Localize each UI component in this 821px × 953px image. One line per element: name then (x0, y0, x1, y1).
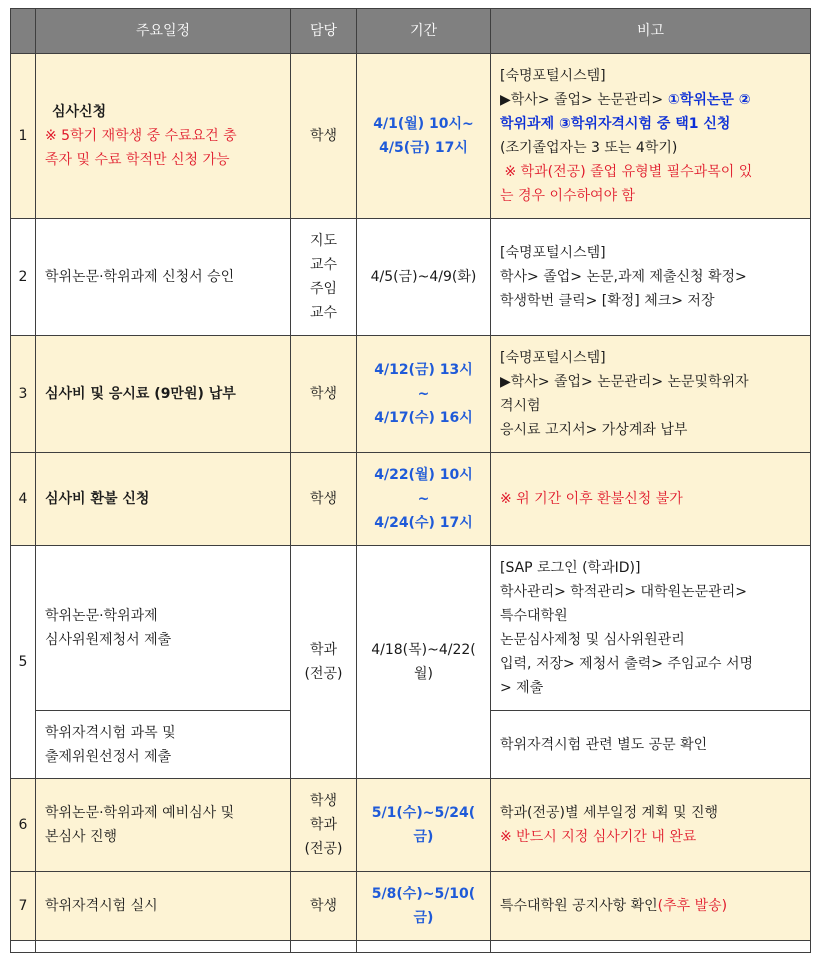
note-cell (491, 546, 811, 711)
table-row (11, 219, 811, 336)
empty-cell (491, 941, 811, 953)
owner-cell (291, 546, 357, 779)
period-cell (357, 546, 491, 779)
period-line: 금) (413, 829, 434, 845)
note-line: 격시험 (500, 398, 541, 414)
note-line: 응시료 고지서> 가상계좌 납부 (500, 422, 688, 438)
owner-line: 지도 (309, 233, 338, 249)
note-cell (491, 336, 811, 453)
owner-line: 교수 (309, 305, 338, 321)
schedule-cell (36, 779, 291, 872)
owner-cell: 학생 (291, 336, 357, 453)
owner-line: (전공) (304, 666, 343, 682)
note-line: 학생학번 클릭> [확정] 체크> 저장 (500, 293, 715, 309)
note-line: 학사관리> 학적관리> 대학원논문관리> (500, 584, 747, 600)
period-line: 4/12(금) 13시 (374, 362, 473, 378)
schedule-title-line: 심사위원제청서 제출 (45, 632, 172, 648)
note-cell (491, 219, 811, 336)
note-highlight: ①학위논문 ② (663, 92, 751, 108)
owner-line: 학과 (309, 817, 338, 833)
schedule-title-line: 학위자격시험 과목 및 (45, 724, 176, 741)
note-warning: ※ 반드시 지정 심사기간 내 완료 (500, 829, 697, 845)
schedule-subtitle-line: 족자 및 수료 학적만 신청 가능 (45, 152, 230, 168)
note-line: 학사> 졸업> 논문,과제 제출신청 확정> (500, 269, 747, 285)
note-line: 특수대학원 (500, 608, 568, 624)
note-line: [숙명포털시스템] (500, 350, 606, 366)
schedule-title-line: 본심사 진행 (45, 829, 118, 845)
note-line: ▶학사> 졸업> 논문관리> 논문및학위자 (500, 374, 749, 390)
period-line: 4/1(월) 10시~ (373, 116, 474, 132)
row-number: 3 (11, 336, 36, 453)
schedule-cell (36, 546, 291, 711)
schedule-table (10, 8, 811, 953)
empty-cell (357, 941, 491, 953)
schedule-title: 학위자격시험 실시 (36, 872, 291, 941)
period-line: 4/18(목)~4/22( (371, 642, 476, 658)
schedule-title: 학위논문·학위과제 신청서 승인 (36, 219, 291, 336)
note-warning: 는 경우 이수하여야 함 (500, 188, 636, 204)
schedule-title: 심사신청 (52, 104, 107, 120)
period-cell (357, 453, 491, 546)
schedule-title-line: 학위논문·학위과제 (45, 608, 158, 624)
header-row (11, 9, 811, 54)
owner-line: (전공) (304, 841, 343, 857)
schedule-title: 심사비 및 응시료 (9만원) 납부 (36, 336, 291, 453)
header-period: 기간 (357, 9, 491, 54)
owner-cell: 학생 (291, 872, 357, 941)
owner-line: 주임 (309, 281, 338, 297)
period-line: 금) (413, 910, 434, 926)
owner-cell: 학생 (291, 453, 357, 546)
table-row (11, 872, 811, 941)
table-row-partial (11, 941, 811, 953)
header-owner: 담당 (291, 9, 357, 54)
owner-cell: 학생 (291, 54, 357, 219)
table-row (11, 336, 811, 453)
period-cell (357, 872, 491, 941)
note-line (500, 88, 804, 112)
note-line: 학과(전공)별 세부일정 계획 및 진행 (500, 805, 719, 821)
table-row (11, 779, 811, 872)
row-number: 6 (11, 779, 36, 872)
note-cell (491, 54, 811, 219)
period-line: 4/22(월) 10시 (374, 467, 473, 483)
owner-cell (291, 779, 357, 872)
schedule-cell (36, 54, 291, 219)
schedule-cell (36, 711, 291, 779)
schedule-title-line: 출제위원선정서 제출 (45, 748, 172, 765)
row-number: 5 (11, 546, 36, 779)
period-line: 5/8(수)~5/10( (371, 886, 476, 902)
period-line: 4/17(수) 16시 (374, 410, 473, 426)
schedule-title-line: 학위논문·학위과제 예비심사 및 (45, 805, 235, 821)
row-number: 2 (11, 219, 36, 336)
note-cell (491, 779, 811, 872)
period-cell: 4/5(금)~4/9(화) (357, 219, 491, 336)
period-line: ~ (417, 491, 430, 507)
note-warning: (추후 발송) (657, 898, 728, 914)
note-cell (491, 872, 811, 941)
period-line: 4/24(수) 17시 (374, 515, 473, 531)
header-note: 비고 (491, 9, 811, 54)
empty-cell (36, 941, 291, 953)
empty-cell (291, 941, 357, 953)
note-warning: ※ 위 기간 이후 환불신청 불가 (491, 453, 811, 546)
period-cell (357, 779, 491, 872)
note-cell: 학위자격시험 관련 별도 공문 확인 (491, 711, 811, 779)
row-number: 1 (11, 54, 36, 219)
period-line: 5/1(수)~5/24( (371, 805, 476, 821)
note-line: 논문심사제청 및 심사위원관리 (500, 632, 685, 648)
table-row (11, 453, 811, 546)
note-highlight: 학위과제 ③학위자격시험 중 택1 신청 (500, 116, 731, 132)
period-cell (357, 54, 491, 219)
period-line: 월) (414, 666, 433, 682)
table-row (11, 546, 811, 711)
note-line: [숙명포털시스템] (500, 68, 606, 84)
owner-line: 교수 (309, 257, 338, 273)
schedule-subtitle-line: ※ 5학기 재학생 중 수료요건 충 (45, 128, 237, 144)
period-line: 4/5(금) 17시 (379, 140, 468, 156)
note-warning: ※ 학과(전공) 졸업 유형별 필수과목이 있 (500, 164, 753, 180)
table-row (11, 54, 811, 219)
note-line: [SAP 로그인 (학과ID)] (500, 560, 641, 576)
header-schedule: 주요일정 (36, 9, 291, 54)
note-line: > 제출 (500, 680, 544, 696)
note-main: 특수대학원 공지사항 확인 (500, 898, 658, 914)
note-path: ▶학사> 졸업> 논문관리> (500, 92, 664, 108)
owner-line: 학생 (309, 793, 338, 809)
owner-line: 학과 (309, 642, 338, 658)
empty-cell (11, 941, 36, 953)
row-number: 4 (11, 453, 36, 546)
note-line: (조기졸업자는 3 또는 4학기) (500, 140, 678, 156)
owner-cell (291, 219, 357, 336)
header-no (11, 9, 36, 54)
row-number: 7 (11, 872, 36, 941)
period-line: ~ (417, 386, 430, 402)
period-cell (357, 336, 491, 453)
note-line: [숙명포털시스템] (500, 245, 606, 261)
note-line: 입력, 저장> 제청서 출력> 주임교수 서명 (500, 656, 754, 672)
schedule-title: 심사비 환불 신청 (36, 453, 291, 546)
